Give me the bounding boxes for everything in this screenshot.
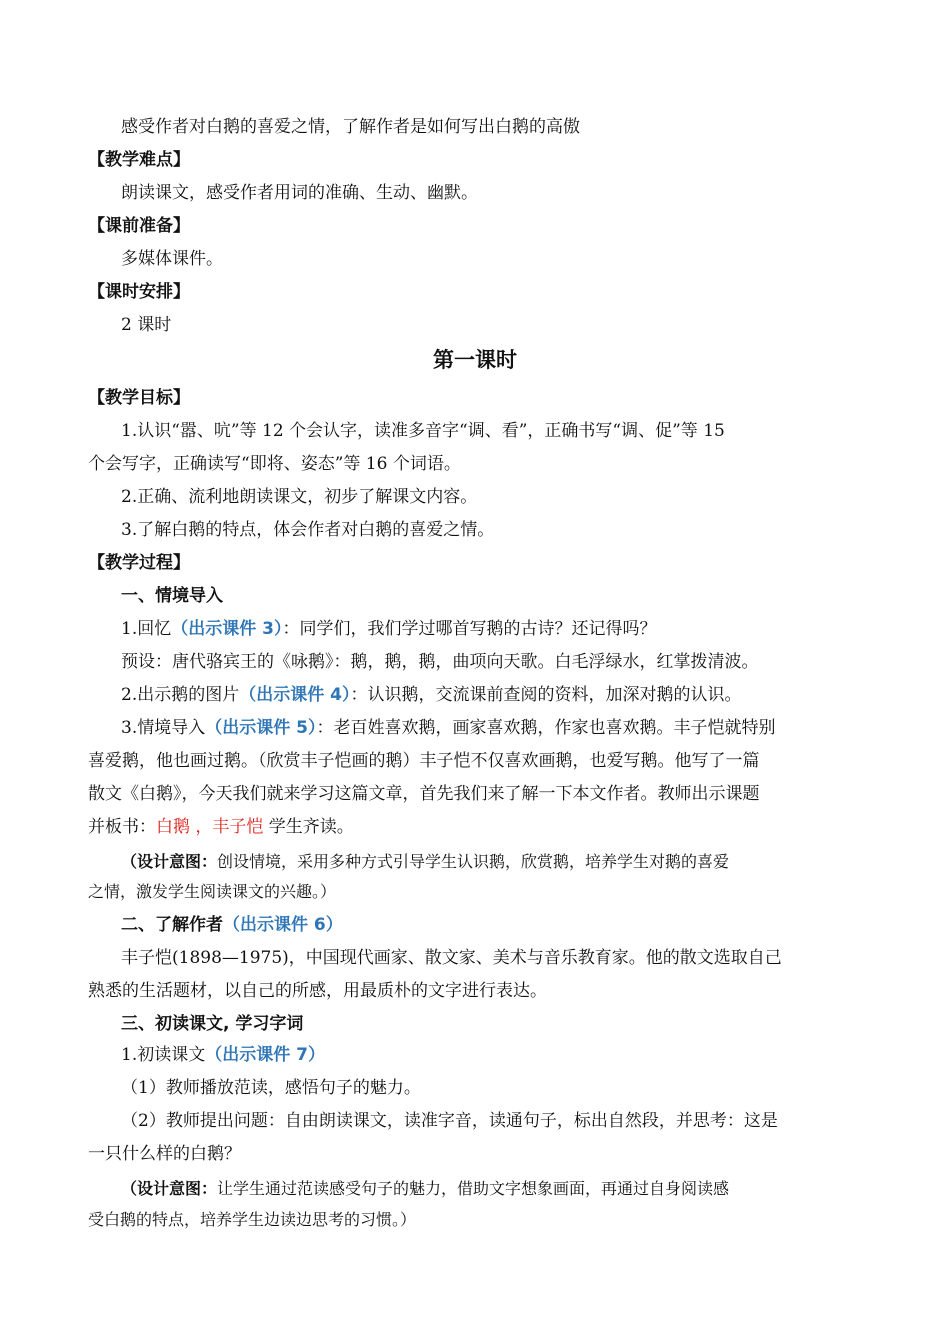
text-span: 让学生通过范读感受句子的魅力，借助文字想象画面，再通过自身阅读感: [217, 1179, 730, 1198]
text-span: 1.初读课文: [121, 1045, 206, 1065]
text-span: ：同学们，我们学过哪首写鹅的古诗？还记得吗？: [282, 619, 657, 639]
text-line: 2.正确、流利地朗读课文，初步了解课文内容。: [121, 487, 478, 507]
text-line: 个会写字，正确读写“即将、姿态”等 16 个词语。: [88, 454, 461, 474]
text-line: 受白鹅的特点，培养学生边读边思考的习惯。）: [88, 1210, 417, 1229]
section-heading: 三、初读课文, 学习字词: [121, 1014, 304, 1034]
board-writing: 白鹅 ，丰子恺: [156, 817, 264, 837]
design-intent-label: （设计意图：: [121, 852, 218, 871]
courseware-ref: （出示课件 6）: [223, 915, 343, 935]
design-intent: [121, 849, 729, 875]
courseware-ref: （出示课件 5）: [205, 718, 317, 738]
text-line: 朗读课文，感受作者用词的准确、生动、幽默。: [121, 183, 478, 203]
text-line: 3.了解白鹅的特点，体会作者对白鹅的喜爱之情。: [121, 520, 495, 540]
heading-difficulty: 【教学难点】: [88, 150, 190, 170]
text-line: 一只什么样的白鹅？: [88, 1144, 241, 1164]
text-line: 多媒体课件。: [121, 249, 223, 269]
text-line: （1）教师播放范读，感悟句子的魅力。: [121, 1078, 421, 1098]
text-line: 2 课时: [121, 315, 172, 335]
text-line: 之情，激发学生阅读课文的兴趣。）: [88, 882, 337, 901]
section-heading: 一、情境导入: [121, 586, 223, 606]
courseware-ref: （出示课件 3）: [171, 619, 283, 639]
text-span: ：老百姓喜欢鹅，画家喜欢鹅，作家也喜欢鹅。丰子恺就特别: [316, 718, 776, 738]
text-span: 2.出示鹅的图片: [121, 685, 240, 705]
heading-goals: 【教学目标】: [88, 388, 190, 408]
text-line: 感受作者对白鹅的喜爱之情，了解作者是如何写出白鹅的高傲: [121, 117, 580, 137]
text-line: 喜爱鹅，他也画过鹅。（欣赏丰子恺画的鹅）丰子恺不仅喜欢画鹅，也爱写鹅。他写了一篇: [88, 751, 760, 771]
text-line: 1.认识“嚣、吭”等 12 个会认字，读准多音字“调、看”，正确书写“调、促”等 15: [121, 421, 725, 441]
text-line: [121, 616, 656, 642]
text-line: [88, 814, 354, 840]
text-line: 熟悉的生活题材，以自己的所感，用最质朴的文字进行表达。: [88, 981, 547, 1001]
text-line: [121, 715, 775, 741]
text-span: 二、了解作者: [121, 915, 223, 935]
heading-schedule: 【课时安排】: [88, 282, 190, 302]
text-line: （2）教师提出问题：自由朗读课文，读准字音，读通句子，标出自然段，并思考：这是: [121, 1111, 778, 1131]
text-span: 创设情境，采用多种方式引导学生认识鹅，欣赏鹅，培养学生对鹅的喜爱: [217, 852, 730, 871]
lesson-title: 第一课时: [433, 348, 517, 372]
text-line: [121, 682, 741, 708]
text-span: 3.情境导入: [121, 718, 206, 738]
text-line: 散文《白鹅》，今天我们就来学习这篇文章，首先我们来了解一下本文作者。教师出示课题: [88, 784, 760, 804]
section-heading: [121, 912, 343, 938]
text-line: [121, 1042, 325, 1068]
text-span: ：认识鹅，交流课前查阅的资料，加深对鹅的认识。: [350, 685, 742, 705]
courseware-ref: （出示课件 4）: [239, 685, 351, 705]
text-line: 丰子恺(1898—1975)，中国现代画家、散文家、美术与音乐教育家。他的散文选取自己: [121, 948, 782, 968]
text-line: 预设：唐代骆宾王的《咏鹅》：鹅，鹅，鹅，曲项向天歌。白毛浮绿水，红掌拨清波。: [121, 652, 759, 672]
text-span: 1.回忆: [121, 619, 172, 639]
courseware-ref: （出示课件 7）: [205, 1045, 325, 1065]
heading-prep: 【课前准备】: [88, 216, 190, 236]
text-span: 学生齐读。: [263, 817, 354, 837]
design-intent: [121, 1176, 729, 1202]
heading-process: 【教学过程】: [88, 553, 190, 573]
text-span: 并板书：: [88, 817, 156, 837]
design-intent-label: （设计意图：: [121, 1179, 218, 1198]
